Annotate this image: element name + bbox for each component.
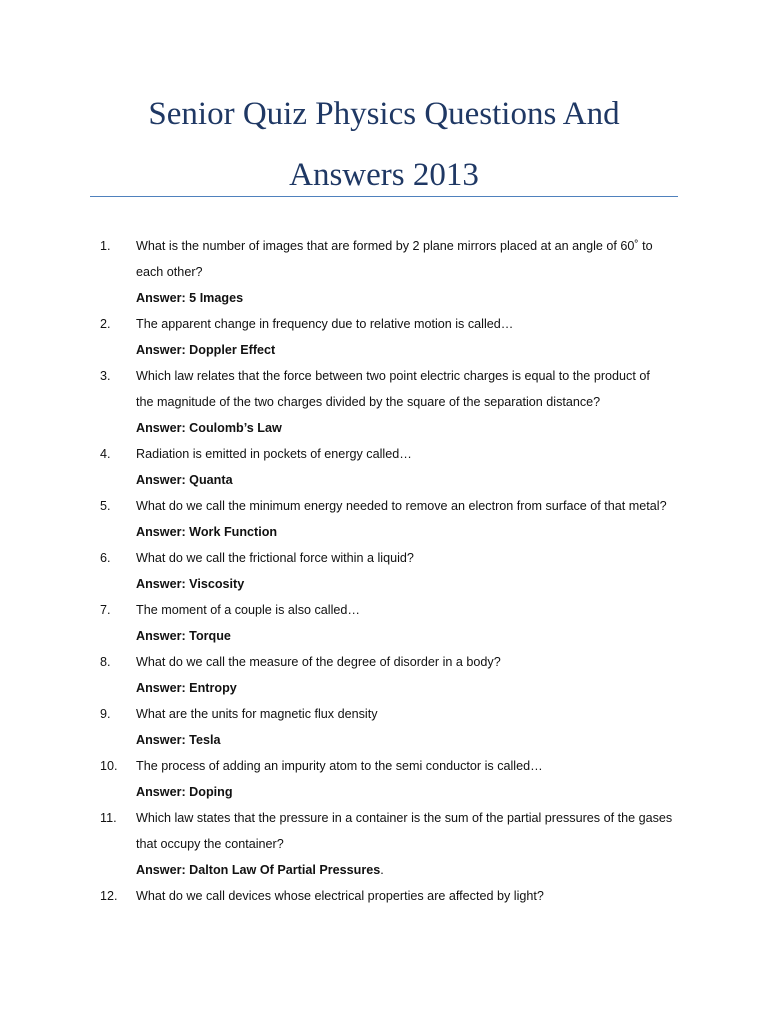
answer-value: Answer: Tesla: [136, 733, 221, 747]
answer-line: [0, 675, 768, 701]
answer-suffix: .: [380, 863, 384, 877]
question-text: The apparent change in frequency due to relative motion is called…: [136, 317, 514, 331]
answer-text: [136, 857, 384, 883]
answer-value: Answer: Coulomb’s Law: [136, 421, 282, 435]
answer-value: Answer: 5 Images: [136, 291, 244, 305]
answer-text: [136, 571, 244, 597]
question-line: [0, 831, 768, 857]
question-line: [0, 545, 768, 571]
question-number: 3.: [100, 369, 111, 383]
answer-text: [136, 467, 233, 493]
question-line: [0, 649, 768, 675]
question-item: [0, 493, 768, 545]
question-line: [0, 805, 768, 831]
question-text: that occupy the container?: [136, 837, 284, 851]
question-text: What do we call the measure of the degree of disorder in a body?: [136, 655, 501, 669]
question-item: [0, 883, 768, 909]
answer-value: Answer: Torque: [136, 629, 231, 643]
answer-line: [0, 857, 768, 883]
document-title: [90, 84, 678, 206]
question-item: [0, 701, 768, 753]
answer-text: [136, 727, 220, 753]
question-item: [0, 649, 768, 701]
question-line: [0, 389, 768, 415]
answer-text: [136, 519, 277, 545]
question-text: Which law states that the pressure in a container is the sum of the partial pressures of the gases: [136, 811, 673, 825]
answer-value: Answer: Viscosity: [136, 577, 245, 591]
question-line: [0, 233, 768, 259]
title-line-1: Senior Quiz Physics Questions And: [148, 96, 620, 132]
answer-line: [0, 285, 768, 311]
answer-line: [0, 779, 768, 805]
question-text: The moment of a couple is also called…: [136, 603, 361, 617]
question-item: [0, 597, 768, 649]
question-line: [0, 493, 768, 519]
answer-line: [0, 623, 768, 649]
question-item: [0, 545, 768, 597]
answer-text: [136, 779, 233, 805]
question-number: 4.: [100, 447, 111, 461]
answer-line: [0, 727, 768, 753]
question-number: 6.: [100, 551, 111, 565]
question-text: each other?: [136, 265, 203, 279]
answer-value: Answer: Entropy: [136, 681, 237, 695]
question-line: [0, 597, 768, 623]
question-number: 7.: [100, 603, 111, 617]
question-number: 8.: [100, 655, 111, 669]
question-item: [0, 753, 768, 805]
answer-value: Answer: Doping: [136, 785, 233, 799]
question-number: 12.: [100, 889, 118, 903]
answer-value: Answer: Quanta: [136, 473, 233, 487]
question-number: 2.: [100, 317, 111, 331]
question-number: 5.: [100, 499, 111, 513]
question-line: [0, 753, 768, 779]
question-line: [0, 701, 768, 727]
answer-value: Answer: Work Function: [136, 525, 278, 539]
question-text: What do we call devices whose electrical properties are affected by light?: [136, 889, 544, 903]
question-item: [0, 233, 768, 311]
question-number: 10.: [100, 759, 118, 773]
question-line: [0, 311, 768, 337]
question-number: 9.: [100, 707, 111, 721]
question-item: [0, 805, 768, 883]
question-text: What is the number of images that are formed by 2 plane mirrors placed at an angle of 60˚ to: [136, 239, 653, 253]
answer-line: [0, 519, 768, 545]
answer-text: [136, 415, 282, 441]
question-text: Which law relates that the force between two point electric charges is equal to the product of: [136, 369, 650, 383]
answer-text: [136, 623, 231, 649]
question-line: [0, 883, 768, 909]
answer-line: [0, 337, 768, 363]
question-text: Radiation is emitted in pockets of energy called…: [136, 447, 412, 461]
question-text: What do we call the frictional force within a liquid?: [136, 551, 414, 565]
question-line: [0, 259, 768, 285]
title-divider: [90, 196, 678, 197]
answer-line: [0, 415, 768, 441]
question-item: [0, 441, 768, 493]
question-list: [0, 233, 768, 909]
answer-line: [0, 467, 768, 493]
answer-text: [136, 675, 237, 701]
question-text: What do we call the minimum energy needed to remove an electron from surface of that metal?: [136, 499, 667, 513]
answer-text: [136, 337, 275, 363]
answer-line: [0, 571, 768, 597]
answer-value: Answer: Dalton Law Of Partial Pressures: [136, 863, 381, 877]
question-text: What are the units for magnetic flux density: [136, 707, 378, 721]
answer-text: [136, 285, 243, 311]
question-line: [0, 363, 768, 389]
question-item: [0, 363, 768, 441]
question-text: the magnitude of the two charges divided by the square of the separation distance?: [136, 395, 601, 409]
answer-value: Answer: Doppler Effect: [136, 343, 276, 357]
title-line-2: Answers 2013: [289, 157, 479, 193]
question-line: [0, 441, 768, 467]
question-number: 1.: [100, 239, 111, 253]
question-text: The process of adding an impurity atom to the semi conductor is called…: [136, 759, 543, 773]
question-item: [0, 311, 768, 363]
question-number: 11.: [100, 811, 117, 825]
